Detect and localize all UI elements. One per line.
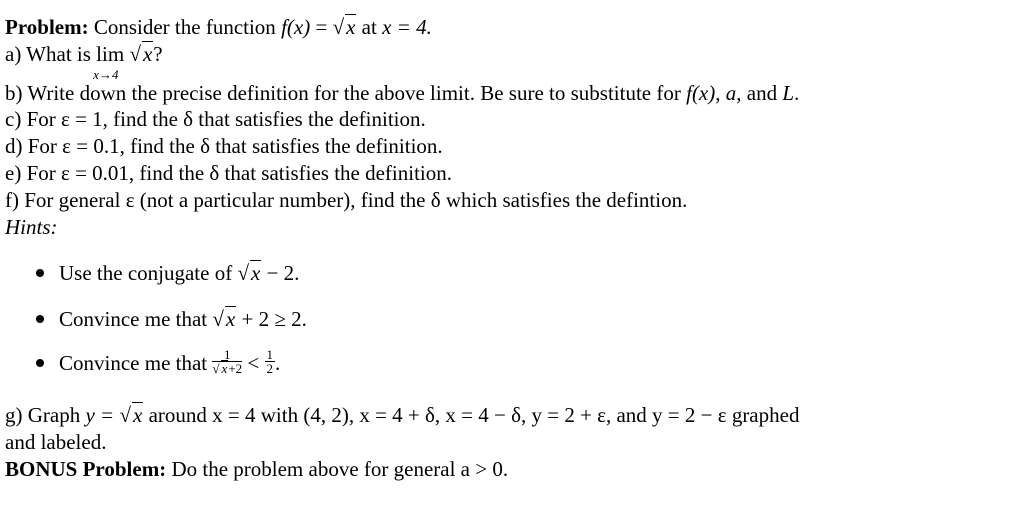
hint-2-prefix: Convince me that — [59, 307, 213, 331]
part-d-line — [5, 133, 443, 159]
bonus-text: Do the problem above for general a > 0. — [166, 457, 509, 481]
part-b-f: f(x) — [686, 81, 716, 105]
bullet-icon — [36, 269, 44, 277]
part-c-rest: , find the δ that satisfies the definition. — [102, 107, 426, 131]
part-g-rest: around x = 4 with (4, 2), x = 4 + δ, x = 4 − δ, y = 2 + ε, and y = 2 − ε graphed — [143, 403, 800, 427]
part-b-comma: , — [715, 81, 726, 105]
part-c-line — [5, 106, 426, 132]
part-g-prefix: g) Graph — [5, 403, 86, 427]
sqrt-x: √x — [332, 15, 356, 39]
lim-word: lim — [96, 42, 125, 66]
problem-label: Problem: — [5, 15, 89, 39]
part-e-prefix: e) For — [5, 161, 61, 185]
part-c-eps: ε = 1 — [61, 107, 103, 131]
hint-item — [36, 347, 281, 379]
limit-expression — [93, 41, 125, 82]
part-b-line — [5, 80, 799, 106]
part-a-line — [5, 41, 163, 82]
part-b-end: . — [794, 81, 800, 105]
part-b-L: L — [782, 81, 795, 105]
part-f-line — [5, 187, 687, 213]
problem-line — [5, 14, 432, 40]
part-a-suffix: ? — [153, 42, 163, 66]
part-b-and: , and — [736, 81, 783, 105]
hint-3-end: . — [275, 351, 281, 375]
part-g-y: y = — [85, 403, 120, 427]
sqrt-x: √x — [119, 403, 143, 427]
part-g-line-1 — [5, 402, 799, 428]
part-b-a: a — [725, 81, 737, 105]
hint-item — [36, 260, 299, 286]
part-f-text: f) For general ε (not a particular number), find the δ which satisfies the defintion. — [5, 188, 688, 212]
hint-3-lt: < — [242, 351, 265, 375]
hint-item — [36, 306, 307, 332]
part-e-line — [5, 160, 452, 186]
fraction-one-half: $\frac{1}{2}$ — [266, 347, 273, 377]
hint-2-suffix: + 2 ≥ 2. — [236, 307, 307, 331]
problem-at-value: x = 4. — [382, 15, 432, 39]
problem-func: f(x) — [281, 15, 311, 39]
part-b-text: b) Write down the precise definition for the above limit. Be sure to substitute for — [5, 81, 687, 105]
bonus-label: BONUS Problem: — [5, 457, 167, 481]
lim-subscript: x→4 — [93, 67, 119, 82]
bullet-icon — [36, 315, 44, 323]
part-d-rest: , find the δ that satisfies the definition. — [119, 134, 443, 158]
part-d-eps: ε = 0.1 — [62, 134, 120, 158]
part-c-prefix: c) For — [5, 107, 61, 131]
part-d-prefix: d) For — [5, 134, 63, 158]
hints-title: Hints: — [5, 215, 58, 239]
hint-1-prefix: Use the conjugate of — [59, 261, 238, 285]
sqrt-x: √x — [212, 307, 236, 331]
hint-3-prefix: Convince me that — [59, 351, 213, 375]
problem-at: at — [356, 15, 383, 39]
bonus-line — [5, 456, 508, 482]
part-a-prefix: a) What is — [5, 42, 91, 66]
fraction-one-over-sqrt-x-plus-2: $\frac{1}{√ x+2}$ — [212, 347, 243, 377]
bullet-icon — [36, 359, 44, 367]
hint-1-suffix: − 2. — [261, 261, 300, 285]
sqrt-x: √x — [237, 261, 261, 285]
sqrt-x: √x — [129, 42, 153, 66]
problem-eq: = — [310, 15, 333, 39]
part-g-line-2: and labeled. — [5, 430, 107, 454]
part-e-eps: ε = 0.01 — [61, 161, 129, 185]
problem-intro: Consider the function — [93, 15, 276, 39]
part-e-rest: , find the δ that satisfies the definition. — [128, 161, 453, 185]
